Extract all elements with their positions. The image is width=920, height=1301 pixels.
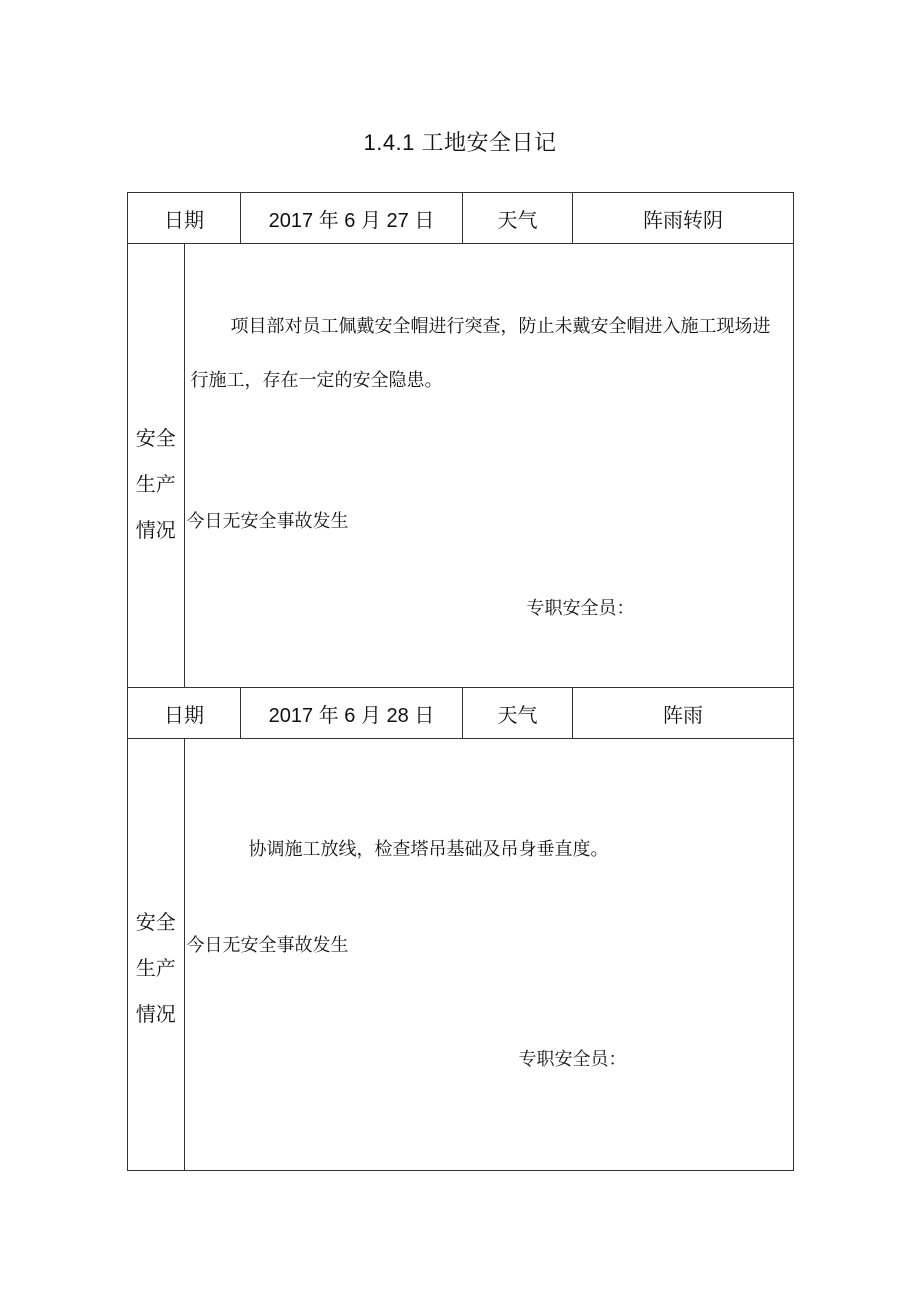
date-label: 日期	[128, 193, 241, 244]
section-label-line-1: 安全	[135, 425, 176, 450]
date-label: 日期	[128, 688, 241, 739]
section-label-line-2: 生产	[135, 471, 176, 496]
description-text: 项目部对员工佩戴安全帽进行突查，防止未戴安全帽进入施工现场进行施工，存在一定的安全隐患。	[190, 316, 771, 391]
weather-value: 阵雨	[573, 688, 794, 739]
safety-log-table-2	[127, 687, 794, 1171]
description-text: 协调施工放线，检查塔吊基础及吊身垂直度。	[248, 839, 609, 860]
header-row	[128, 688, 794, 739]
safety-officer-label: 专职安全员：	[526, 598, 635, 619]
safety-log-table-1	[127, 192, 794, 688]
weather-label: 天气	[463, 688, 573, 739]
section-label-line-3: 情况	[135, 1001, 176, 1026]
no-accident-text: 今日无安全事故发生	[186, 935, 349, 956]
content-container	[128, 244, 794, 688]
section-label-line-1: 安全	[135, 909, 176, 934]
date-value: 2017 年 6 月 28 日	[241, 688, 463, 739]
weather-value: 阵雨转阴	[573, 193, 794, 244]
date-value: 2017 年 6 月 27 日	[241, 193, 463, 244]
content-container	[128, 739, 794, 1171]
section-label	[128, 739, 184, 1170]
section-label	[128, 244, 184, 687]
header-row	[128, 193, 794, 244]
content-row	[128, 739, 794, 1171]
weather-label: 天气	[463, 193, 573, 244]
page-title: 1.4.1 工地安全日记	[363, 130, 557, 155]
content-cell	[184, 244, 793, 687]
content-row	[128, 244, 794, 688]
content-inner-table	[128, 739, 793, 1170]
section-label-line-2: 生产	[135, 955, 176, 980]
content-cell	[184, 739, 793, 1170]
section-label-line-3: 情况	[135, 517, 176, 542]
content-inner-table	[128, 244, 793, 687]
safety-officer-label: 专职安全员：	[518, 1049, 627, 1070]
no-accident-text: 今日无安全事故发生	[186, 511, 349, 532]
